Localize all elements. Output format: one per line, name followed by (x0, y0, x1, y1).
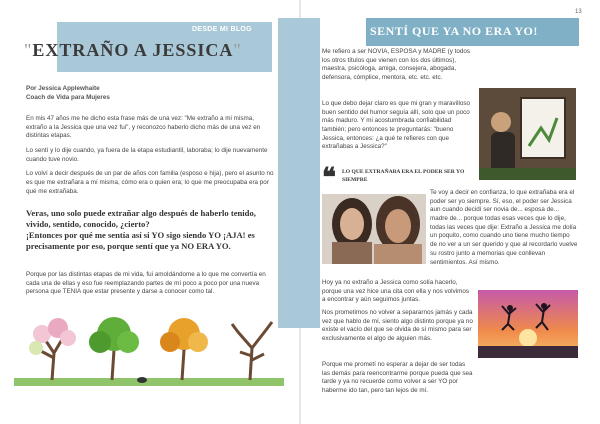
four-seasons-trees-illustration (14, 308, 284, 390)
highlight-quote (26, 208, 276, 252)
right-paragraph-intro: Me refiero a ser NOVIA, ESPOSA y MADRE (y todos los otros títulos que vienen con los dos últimos), maestra, psicóloga, amiga, consejera, abogada, defensora, cómplice, mentora, etc. etc. etc. (322, 48, 471, 82)
side-band-left (278, 18, 300, 328)
left-paragraph: Lo sentí y lo dije cuando, ya fuera de la etapa estudiantil, laboraba; lo dije nuevamente cuando tuve novio. (26, 147, 268, 163)
right-paragraph-4: Hoy ya no extraño a Jessica como solía hacerlo, porque una vez hice una cita con ella y nos volvimos a encontrar y aún seguimos juntas. (322, 279, 470, 304)
left-paragraph: En mis 47 años me he dicho esta frase más de una vez: "Me extraño a mi misma, extraño a la Jessica que una vez fui", y reconozco haberlo dicho más de una vez en distintas etapas. (26, 115, 261, 140)
left-column-body (26, 115, 276, 203)
title-quote-open: " (24, 40, 33, 60)
side-band-right (300, 18, 320, 328)
right-page-title: SENTÍ QUE YA NO ERA YO! (370, 24, 538, 38)
highlight-line: ¡Entonces por qué me sentía así si YO sigo siendo YO ¡AJA! es precisamente por eso, porque sentí que ya NO ERA YO. (26, 230, 255, 251)
title-quote-close: " (233, 40, 242, 60)
quote-mark-icon: ❝ (322, 163, 336, 192)
small-bird (137, 377, 147, 383)
left-closing-text: Porque por las distintas etapas de mi vida, fui amoldándome a lo que me convertía en cada una de ellas y eso fue reemplazando partes de mí poco a poco por una nueva persona que TENIA que estar presente y darse a conocer como tal. (26, 271, 266, 296)
section-tag: DESDE MI BLOG (192, 26, 252, 33)
right-paragraph-3: Te voy a decir en confianza, lo que extrañaba era el poder ser yo siempre. Sí, eso, el poder ser Jessica aun cuando decidí ser novia de... esposa de... madre de... porque todas esas veces que lo dije, todas las veces que dije: Extraño a Jessica me dolía un poquito, como cuando uno tiene mucho tiempo de no ver a un ser querido y que al recordarlo vuelve su rostro junto a memorias que conllevan sentimientos. Así mismo. (430, 189, 578, 266)
pull-quote-text: LO QUE EXTRAÑABA ERA EL PODER SER YO SIEMPRE (342, 169, 465, 183)
author-role: Coach de Vida para Mujeres (26, 93, 110, 101)
author-block (26, 85, 246, 102)
summer-tree (89, 317, 139, 380)
winter-tree (232, 322, 272, 380)
spring-tree (29, 318, 76, 380)
right-paragraph-5: Nos prometimos no volver a separarnos jamás y cada vez que hablo de mí, siento algo distinto porque ya no existe el vacío del que se olvida de sí mismo para ser exclusivamente el algo de alguien más. (322, 309, 473, 343)
left-closing-paragraph (26, 271, 276, 303)
right-paragraph-6: Porque me prometí no esperar a dejar de ser todas las demás para reencontrarme porque pueda que sea tarde y ya no recuerde como volver a ser YO por haberme ido tan, pero tan lejos de mí. (322, 361, 473, 395)
sunset-jump-photo (478, 290, 578, 358)
grass-strip (14, 378, 284, 386)
page-number: 13 (575, 9, 582, 15)
author-name: Por Jessica Applewhaite (26, 85, 100, 92)
left-paragraph: Lo volví a decir después de un par de años con familia (esposo e hija), pero el asunto no es que me extrañara a mí misma, cómo era o quien era; lo que me preocupaba era por qué me extrañaba. (26, 170, 274, 195)
two-women-photo (322, 194, 426, 264)
highlight-line: Veras, uno solo puede extrañar algo después de haberlo tenido, vivido, sentido, conocido, ¿cierto? (26, 208, 256, 229)
painter-photo (479, 88, 576, 180)
article-title (24, 40, 242, 61)
right-paragraph-2: Lo que debo dejar claro es que mi gran y maravilloso buen sentido del humor seguía allí, solo que un poco más maduro. Y mi acostumbrada confiabilidad también; pero entonces te preguntarás: "bueno Jessica, entonces: ¿a qué te refieres con que extrañabas a Jessica?" (322, 100, 471, 151)
article-title-text: EXTRAÑO A JESSICA (32, 40, 234, 60)
autumn-tree (160, 318, 208, 380)
